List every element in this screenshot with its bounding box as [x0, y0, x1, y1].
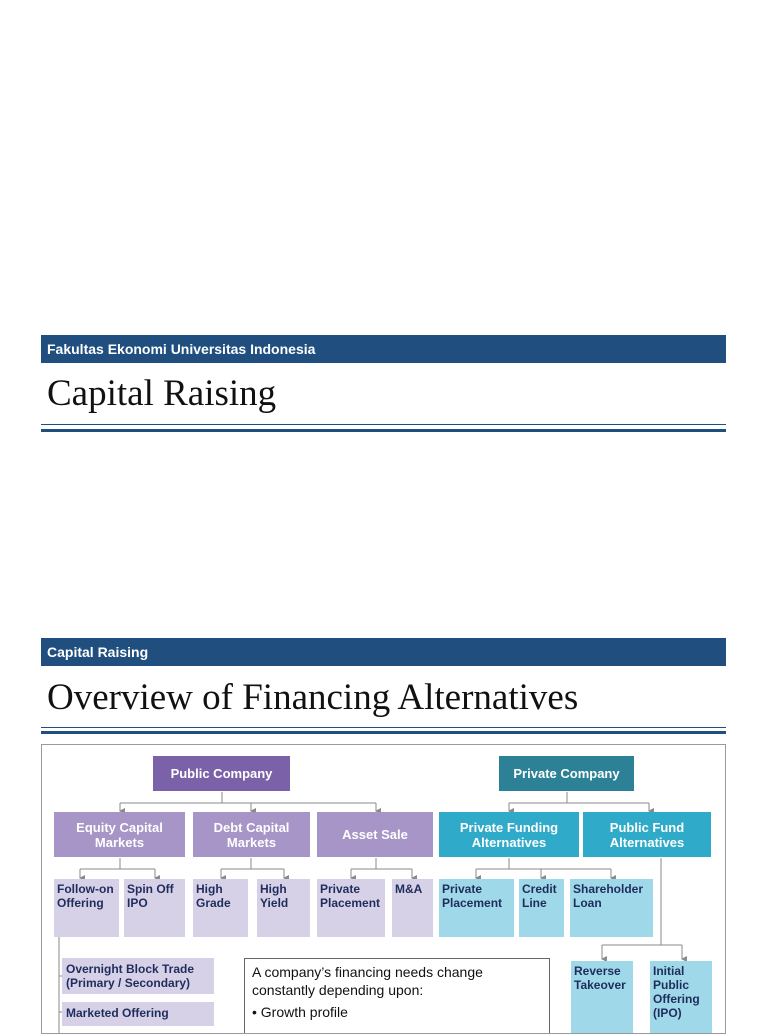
slide1-header-band: Fakultas Ekonomi Universitas Indonesia	[41, 335, 726, 363]
slide2-rule-thick	[41, 731, 726, 734]
slide2-title: Overview of Financing Alternatives	[47, 677, 579, 718]
note-bullet-growth: • Growth profile	[252, 1004, 348, 1020]
high-grade-box: High Grade	[193, 879, 248, 937]
initial-public-offering-box: Initial Public Offering (IPO)	[650, 961, 712, 1034]
credit-line-box: Credit Line	[519, 879, 564, 937]
private-placement-box: Private Placement	[439, 879, 514, 937]
financing-diagram	[41, 744, 726, 1034]
shareholder-loan-box: Shareholder Loan	[570, 879, 653, 937]
private-funding-alternatives-box: Private Funding Alternatives	[439, 812, 579, 857]
slide1-title: Capital Raising	[47, 373, 277, 414]
slide1-rule-thin	[41, 424, 726, 425]
debt-capital-markets-box: Debt Capital Markets	[193, 812, 310, 857]
public-fund-alternatives-box: Public Fund Alternatives	[583, 812, 711, 857]
reverse-takeover-box: Reverse Takeover	[571, 961, 633, 1034]
follow-on-offering-box: Follow-on Offering	[54, 879, 119, 937]
asset-sale-box: Asset Sale	[317, 812, 433, 857]
public-company-box: Public Company	[153, 756, 290, 791]
m-and-a-box: M&A	[392, 879, 433, 937]
financing-needs-note	[244, 958, 550, 1034]
marketed-offering-box: Marketed Offering	[62, 1002, 214, 1026]
slide1-rule-thick	[41, 429, 726, 432]
private-company-box: Private Company	[499, 756, 634, 791]
note-intro: A company’s financing needs change constantly depending upon:	[252, 964, 483, 998]
slide2-rule-thin	[41, 727, 726, 728]
equity-capital-markets-box: Equity Capital Markets	[54, 812, 185, 857]
high-yield-box: High Yield	[257, 879, 310, 937]
spin-off-ipo-box: Spin Off IPO	[124, 879, 185, 937]
asset-private-placement-box: Private Placement	[317, 879, 385, 937]
overnight-block-trade-box: Overnight Block Trade (Primary / Secondary)	[62, 958, 214, 994]
slide2-header-band: Capital Raising	[41, 638, 726, 666]
